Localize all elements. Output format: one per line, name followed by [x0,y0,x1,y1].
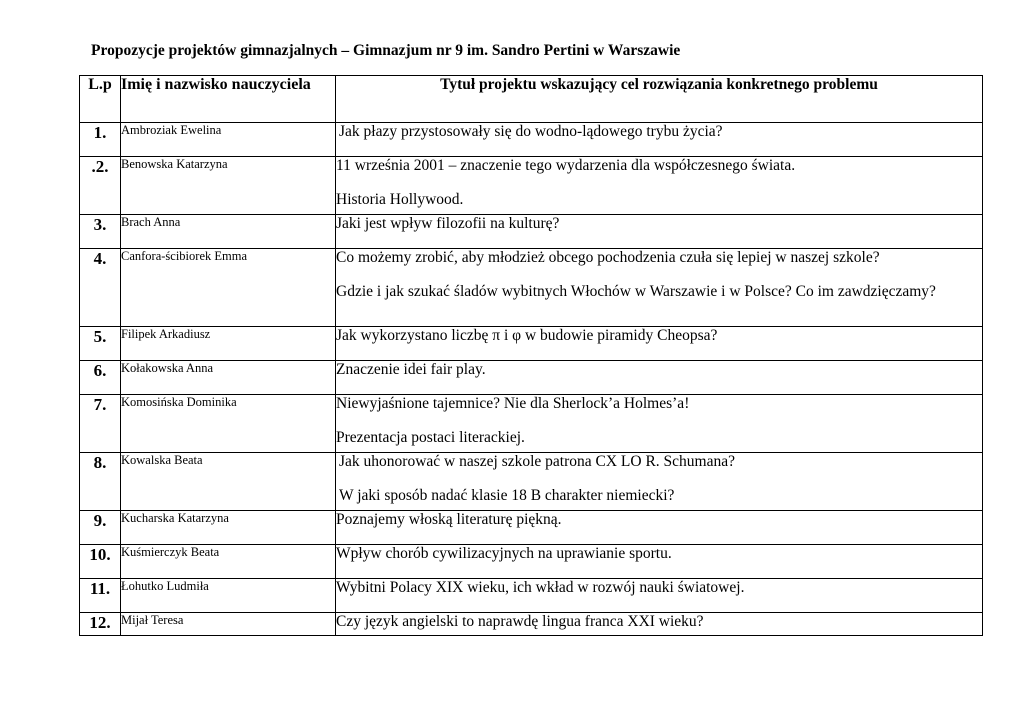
table-row [80,361,983,395]
table-row [80,511,983,545]
teacher-name: Komosińska Dominika [121,395,336,453]
header-lp: L.p [80,76,121,123]
table-row [80,453,983,511]
project-title: Niewyjaśnione tajemnice? Nie dla Sherlock’a Holmes’a! [336,395,690,412]
row-number: 11. [80,579,121,613]
project-titles [336,511,983,545]
project-titles [336,157,983,215]
project-titles [336,579,983,613]
row-number: 8. [80,453,121,511]
table-row [80,613,983,636]
teacher-name: Łohutko Ludmiła [121,579,336,613]
table-body [80,123,983,636]
project-titles [336,123,983,157]
teacher-name: Canfora-ścibiorek Emma [121,249,336,327]
row-number: 1. [80,123,121,157]
row-number: 7. [80,395,121,453]
row-number: 3. [80,215,121,249]
row-number: 6. [80,361,121,395]
header-teacher: Imię i nazwisko nauczyciela [121,76,336,123]
project-title: Jak wykorzystano liczbę π i φ w budowie piramidy Cheopsa? [336,327,718,344]
project-title: Jaki jest wpływ filozofii na kulturę? [336,215,560,232]
teacher-name: Kuśmierczyk Beata [121,545,336,579]
teacher-name: Kucharska Katarzyna [121,511,336,545]
table-row [80,123,983,157]
project-title: Historia Hollywood. [336,191,464,208]
table-row [80,545,983,579]
row-number: .2. [80,157,121,215]
row-number: 10. [80,545,121,579]
table-row [80,395,983,453]
project-title: Gdzie i jak szukać śladów wybitnych Włochów w Warszawie i w Polsce? Co im zawdzięczamy? [336,283,936,300]
project-titles [336,545,983,579]
teacher-name: Kowalska Beata [121,453,336,511]
paragraph-gap [336,413,982,429]
project-titles [336,327,983,361]
row-number: 9. [80,511,121,545]
project-title: Znaczenie idei fair play. [336,361,486,378]
project-titles [336,361,983,395]
document-title: Propozycje projektów gimnazjalnych – Gimnazjum nr 9 im. Sandro Pertini w Warszawie [91,42,681,59]
project-titles [336,249,983,327]
teacher-name: Benowska Katarzyna [121,157,336,215]
table-row [80,215,983,249]
project-title: Jak uhonorować w naszej szkole patrona CX LO R. Schumana? [339,453,735,470]
project-title: Czy język angielski to naprawdę lingua franca XXI wieku? [336,613,704,630]
project-title: Poznajemy włoską literaturę piękną. [336,511,562,528]
teacher-name: Kołakowska Anna [121,361,336,395]
project-titles [336,613,983,636]
paragraph-gap [336,175,982,191]
row-number: 12. [80,613,121,636]
project-title: 11 września 2001 – znaczenie tego wydarzenia dla współczesnego świata. [336,157,796,174]
table-header-row [80,76,983,123]
table-row [80,157,983,215]
teacher-name: Ambroziak Ewelina [121,123,336,157]
row-number: 5. [80,327,121,361]
project-title: Co możemy zrobić, aby młodzież obcego pochodzenia czuła się lepiej w naszej szkole? [336,249,880,266]
header-project-title: Tytuł projektu wskazujący cel rozwiązania konkretnego problemu [336,76,983,123]
teacher-name: Mijał Teresa [121,613,336,636]
project-title: Prezentacja postaci literackiej. [336,429,525,446]
project-titles [336,395,983,453]
table-row [80,327,983,361]
project-title: Wpływ chorób cywilizacyjnych na uprawianie sportu. [336,545,672,562]
paragraph-gap [336,471,982,487]
project-title: Wybitni Polacy XIX wieku, ich wkład w rozwój nauki światowej. [336,579,745,596]
paragraph-gap [336,267,982,283]
project-titles [336,453,983,511]
row-number: 4. [80,249,121,327]
table-row [80,249,983,327]
teacher-name: Brach Anna [121,215,336,249]
project-titles [336,215,983,249]
project-title: Jak płazy przystosowały się do wodno-lądowego trybu życia? [339,123,723,140]
teacher-name: Filipek Arkadiusz [121,327,336,361]
projects-table [79,75,983,636]
table-row [80,579,983,613]
project-title: W jaki sposób nadać klasie 18 B charakter niemiecki? [339,487,675,504]
